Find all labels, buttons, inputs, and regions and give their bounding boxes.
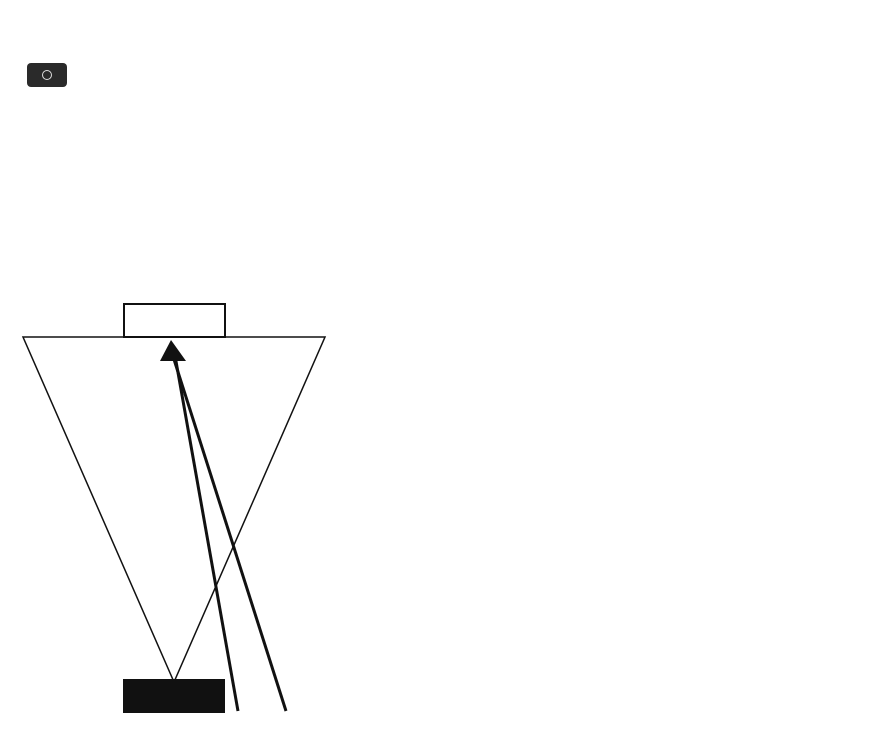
beam-outline: [23, 337, 325, 682]
radar-device: [123, 679, 225, 713]
trajectory-arrowhead: [160, 340, 186, 361]
target-label: [124, 304, 225, 337]
